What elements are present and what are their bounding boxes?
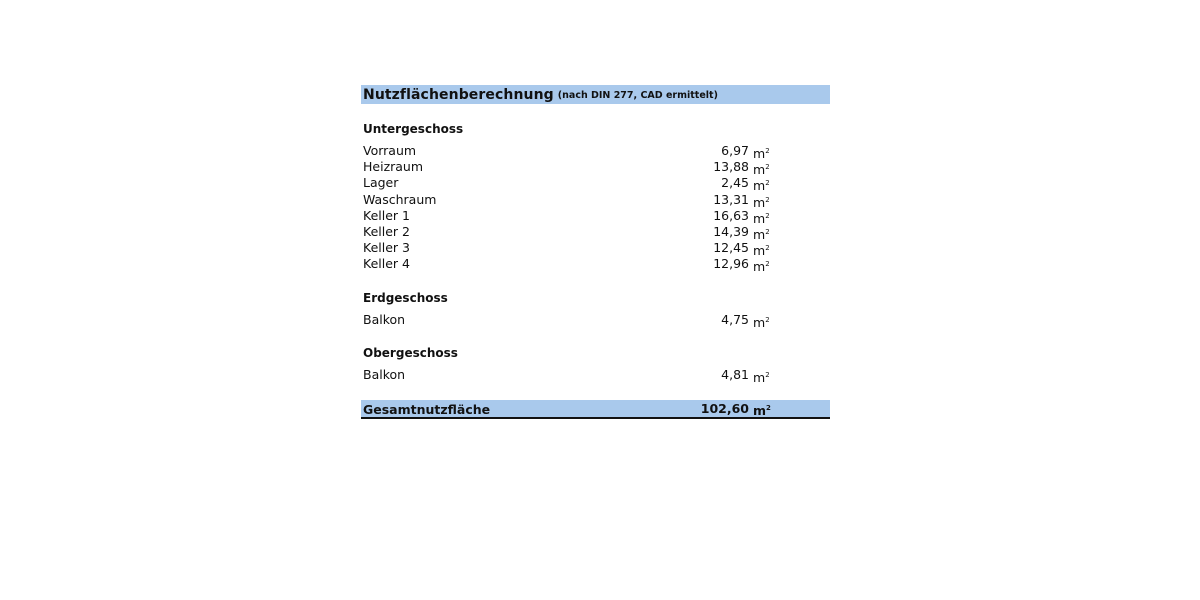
section-obergeschoss — [361, 345, 830, 383]
table-row — [361, 143, 830, 162]
total-label: Gesamtnutzfläche — [363, 402, 491, 417]
room-label: Keller 2 — [363, 223, 410, 239]
room-label: Keller 3 — [363, 240, 410, 256]
area-unit: $m^2$ — [753, 194, 770, 210]
area-value: 14,39 — [713, 223, 749, 239]
area-unit: $m^2$ — [753, 162, 770, 178]
table-row — [361, 175, 830, 194]
room-label: Waschraum — [363, 191, 437, 207]
area-value: 4,75 — [721, 311, 749, 327]
area-unit: $m^2$ — [753, 369, 770, 385]
area-unit: $m^2$ — [753, 259, 770, 275]
room-label: Lager — [363, 175, 399, 191]
total-value: 102,60 — [700, 401, 749, 416]
page-title: Nutzflächenberechnung — [363, 86, 554, 103]
area-unit: $m^2$ — [753, 210, 770, 226]
section-erdgeschoss — [361, 290, 830, 328]
room-label: Balkon — [363, 311, 406, 327]
table-row — [361, 159, 830, 178]
room-label: Vorraum — [363, 143, 417, 158]
table-row — [361, 312, 830, 328]
area-value: 4,81 — [721, 366, 749, 382]
section-untergeschoss — [361, 121, 830, 273]
section-heading: Obergeschoss — [363, 345, 458, 360]
title-bar — [361, 85, 830, 104]
table-row — [361, 192, 830, 208]
area-value: 13,88 — [713, 159, 749, 175]
page-subtitle: (nach DIN 277, CAD ermittelt) — [557, 90, 718, 101]
area-unit: $m^2$ — [753, 146, 770, 162]
table-row — [361, 367, 830, 383]
table-row — [361, 223, 830, 243]
area-value: 13,31 — [713, 191, 749, 207]
table-row — [361, 240, 830, 259]
table-row — [361, 208, 830, 224]
room-label: Keller 1 — [363, 207, 410, 223]
room-label: Heizraum — [363, 159, 424, 175]
section-heading: Untergeschoss — [363, 122, 464, 136]
area-value: 2,45 — [721, 175, 749, 191]
total-row — [361, 400, 830, 419]
area-value: 12,96 — [713, 256, 749, 272]
room-label: Keller 4 — [363, 256, 410, 272]
total-unit: $m^2$ — [753, 403, 771, 419]
area-value: 6,97 — [721, 143, 749, 158]
area-calculation-sheet — [361, 85, 830, 419]
area-unit: $m^2$ — [753, 314, 770, 330]
area-unit: $m^2$ — [753, 178, 770, 194]
section-heading: Erdgeschoss — [363, 290, 448, 305]
area-unit: $m^2$ — [753, 227, 770, 243]
room-label: Balkon — [363, 366, 406, 382]
area-value: 12,45 — [713, 240, 749, 256]
area-unit: $m^2$ — [753, 243, 770, 259]
table-row — [361, 256, 830, 275]
area-value: 16,63 — [713, 207, 749, 223]
